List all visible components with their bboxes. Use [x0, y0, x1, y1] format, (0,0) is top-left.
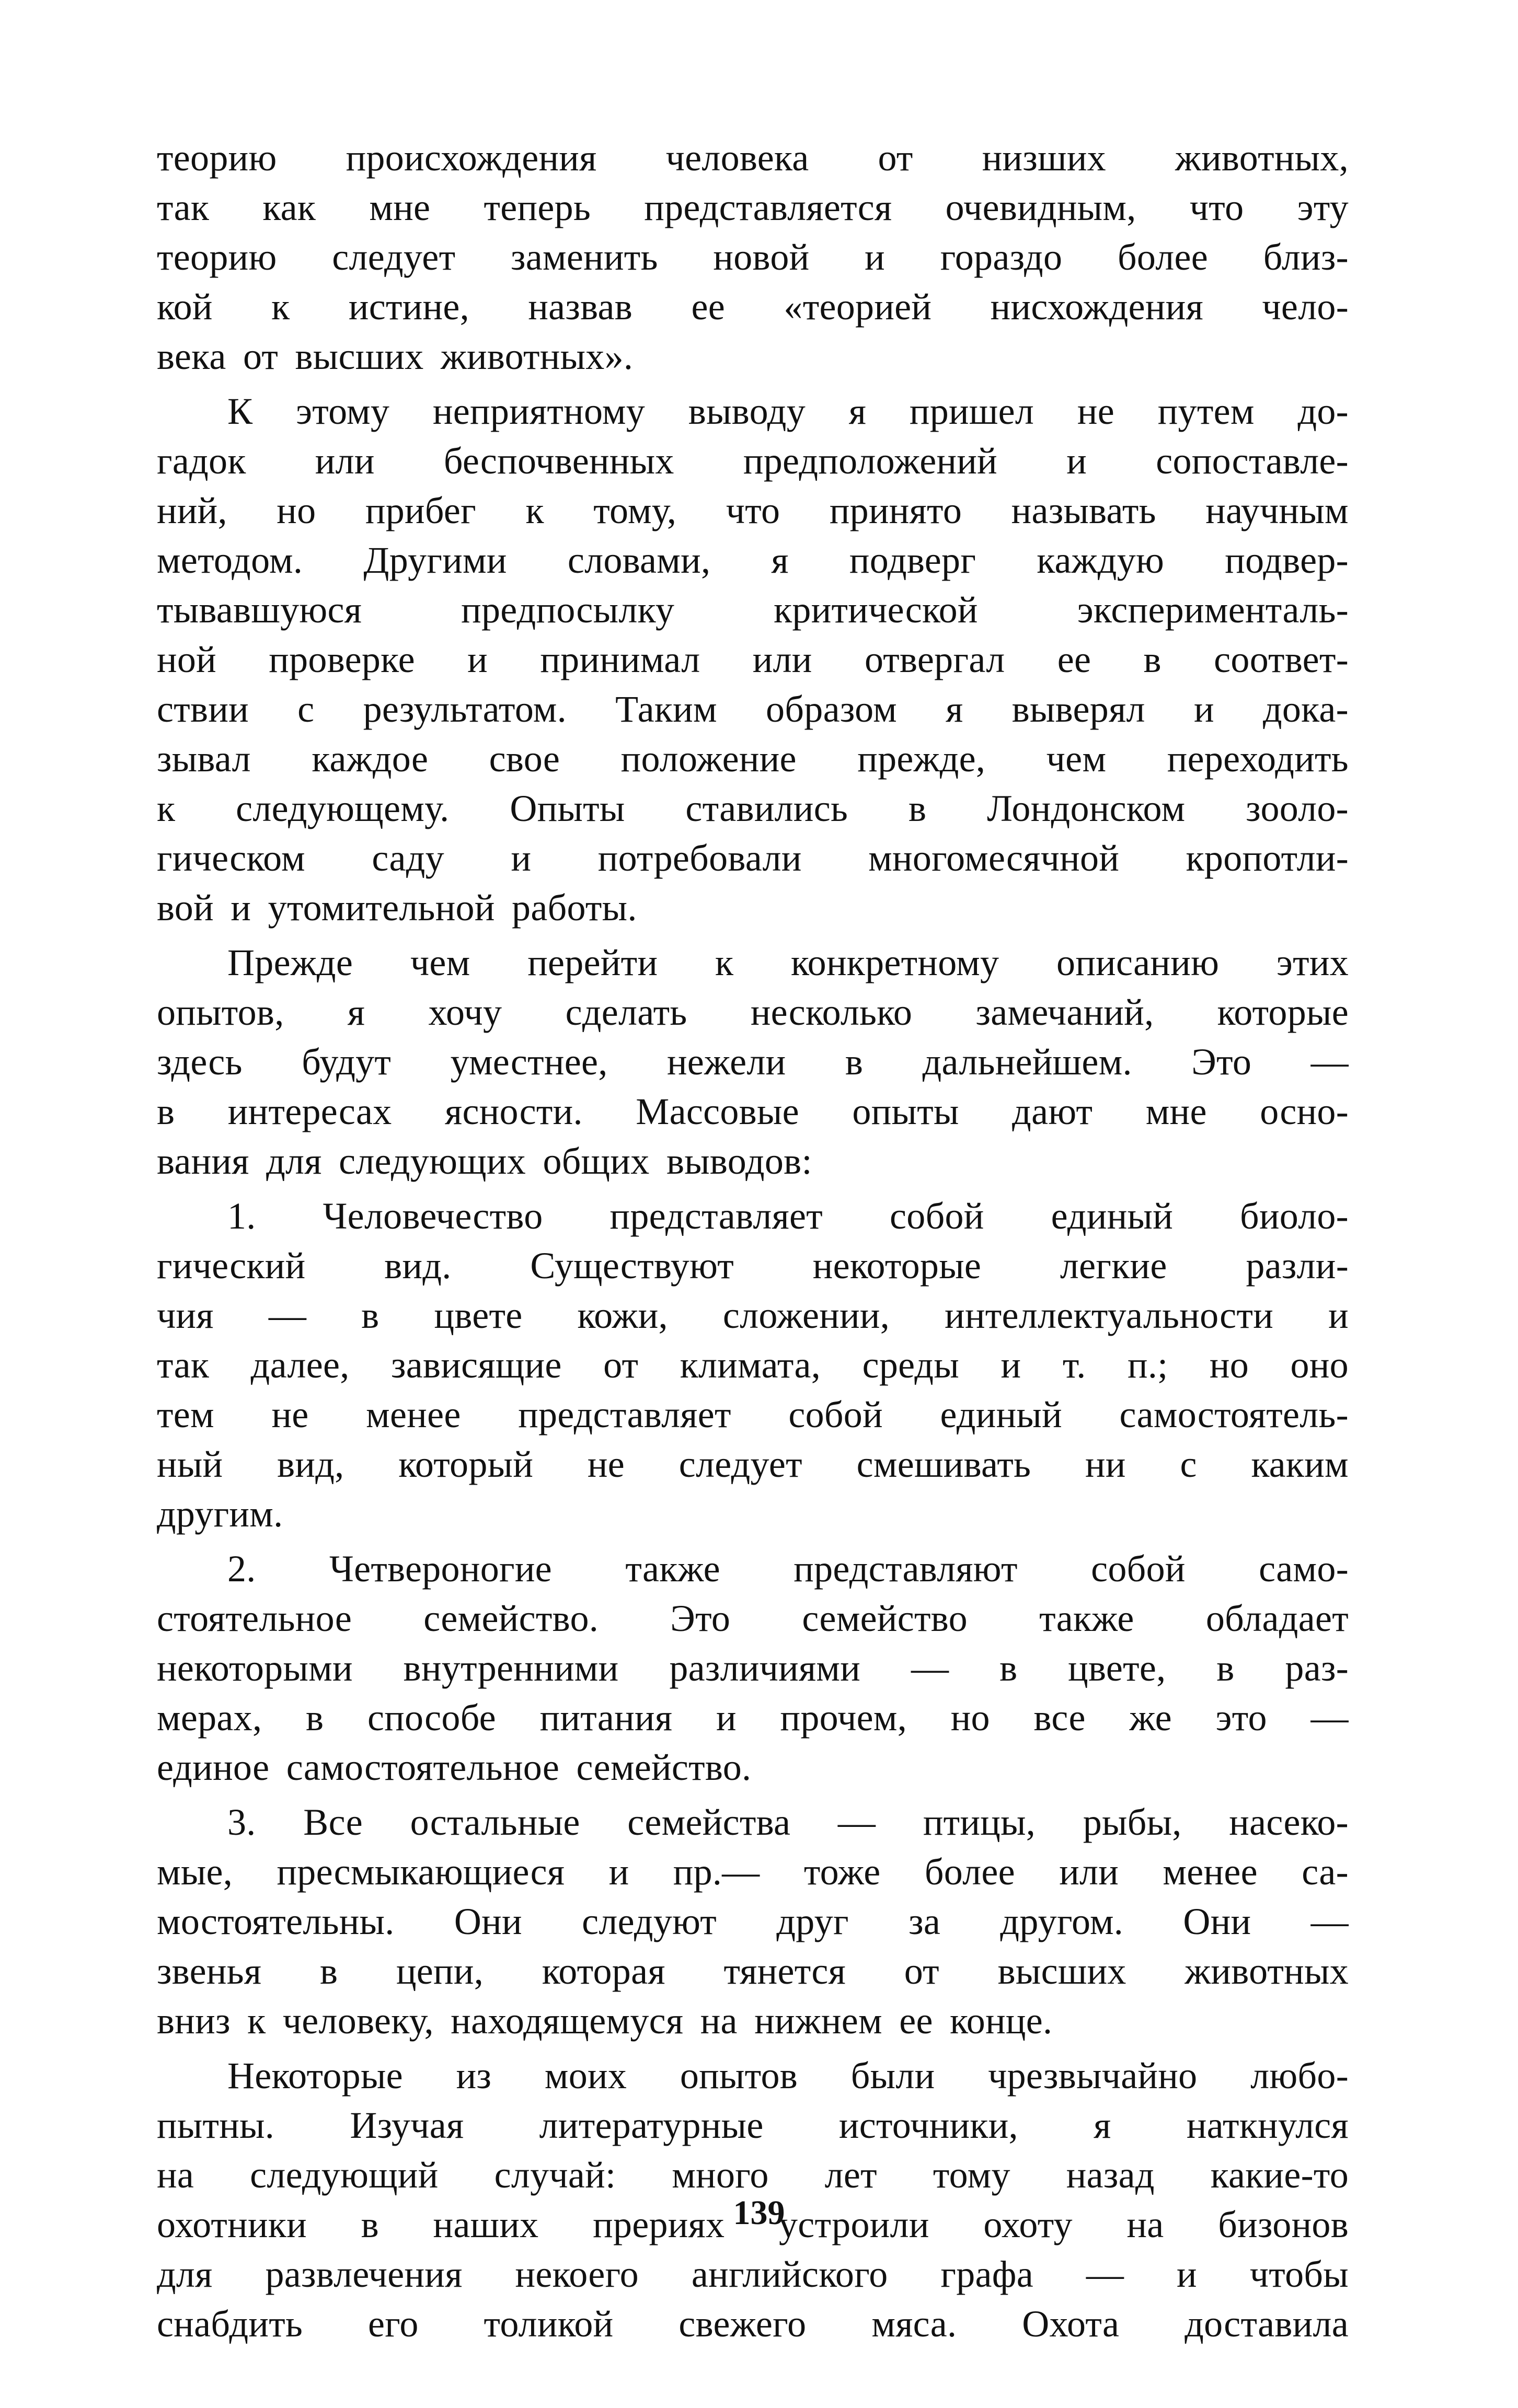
text-line: чия — в цвете кожи, сложении, интеллектуальности и	[157, 1294, 1349, 1336]
text-line: ной проверке и принимал или отвергал ее в соответ-	[157, 639, 1349, 680]
text-line: опытов, я хочу сделать несколько замечаний, которые	[157, 991, 1349, 1033]
paragraph	[157, 1798, 1349, 2046]
text-line: к следующему. Опыты ставились в Лондонском зооло-	[157, 788, 1349, 829]
paragraph	[157, 1191, 1349, 1539]
text-line: для развлечения некоего английского графа — и чтобы	[157, 2253, 1349, 2295]
text-line: мерах, в способе питания и прочем, но все же это —	[157, 1697, 1349, 1739]
text-line: стоятельное семейство. Это семейство также обладает	[157, 1597, 1349, 1639]
text-line: теорию происхождения человека от низших животных,	[157, 137, 1349, 179]
text-line: гадок или беспочвенных предположений и сопоставле-	[157, 440, 1349, 482]
text-line: теорию следует заменить новой и гораздо более близ-	[157, 236, 1349, 278]
text-line: века от высших животных».	[157, 335, 634, 377]
text-line: ный вид, который не следует смешивать ни с каким	[157, 1443, 1349, 1485]
text-line: 2. Четвероногие также представляют собой само-	[227, 1548, 1349, 1590]
text-line: тывавшуюся предпосылку критической эксперименталь-	[157, 589, 1349, 631]
text-line: вниз к человеку, находящемуся на нижнем ее конце.	[157, 2000, 1053, 2042]
text-line: вания для следующих общих выводов:	[157, 1140, 812, 1182]
text-line: 3. Все остальные семейства — птицы, рыбы, насеко-	[227, 1801, 1349, 1843]
paragraph	[157, 1544, 1349, 1792]
text-line: кой к истине, назвав ее «теорией нисхождения чело-	[157, 286, 1349, 328]
text-line: гический вид. Существуют некоторые легкие разли-	[157, 1245, 1349, 1287]
text-line: в интересах ясности. Массовые опыты дают мне осно-	[157, 1091, 1349, 1132]
text-line: охотники в наших прериях устроили охоту на бизонов	[157, 2204, 1349, 2245]
text-line: на следующий случай: много лет тому назад какие-то	[157, 2154, 1349, 2196]
text-line: Прежде чем перейти к конкретному описанию этих	[227, 942, 1349, 983]
text-line: снабдить его толикой свежего мяса. Охота доставила	[157, 2303, 1349, 2345]
paragraph	[157, 387, 1349, 933]
text-line: так далее, зависящие от климата, среды и т. п.; но оно	[157, 1344, 1349, 1386]
text-line: Некоторые из моих опытов были чрезвычайно любо-	[227, 2055, 1349, 2097]
text-line: здесь будут уместнее, нежели в дальнейшем. Это —	[157, 1041, 1349, 1083]
paragraph	[157, 938, 1349, 1186]
text-line: гическом саду и потребовали многомесячной кропотли-	[157, 837, 1349, 879]
text-line: методом. Другими словами, я подверг каждую подвер-	[157, 539, 1349, 581]
text-line: зывал каждое свое положение прежде, чем переходить	[157, 738, 1349, 780]
text-line: 1. Человечество представляет собой единый биоло-	[227, 1195, 1349, 1237]
text-line: другим.	[157, 1493, 283, 1535]
text-line: тем не менее представляет собой единый самостоятель-	[157, 1394, 1349, 1435]
body-text	[157, 133, 1349, 2354]
text-line: мые, пресмыкающиеся и пр.— тоже более или менее са-	[157, 1851, 1349, 1893]
paragraph	[157, 133, 1349, 381]
text-line: К этому неприятному выводу я пришел не путем до-	[227, 390, 1349, 432]
text-line: единое самостоятельное семейство.	[157, 1746, 752, 1788]
text-line: ствии с результатом. Таким образом я выверял и дока-	[157, 688, 1349, 730]
text-line: некоторыми внутренними различиями — в цвете, в раз-	[157, 1647, 1349, 1689]
text-line: так как мне теперь представляется очевидным, что эту	[157, 187, 1349, 228]
page-number: 139	[733, 2194, 785, 2232]
text-line: пытны. Изучая литературные источники, я наткнулся	[157, 2104, 1349, 2146]
text-line: звенья в цепи, которая тянется от высших животных	[157, 1950, 1349, 1992]
text-line: мостоятельны. Они следуют друг за другом. Они —	[157, 1901, 1349, 1942]
text-line: вой и утомительной работы.	[157, 887, 637, 929]
text-line: ний, но прибег к тому, что принято называть научным	[157, 490, 1349, 531]
